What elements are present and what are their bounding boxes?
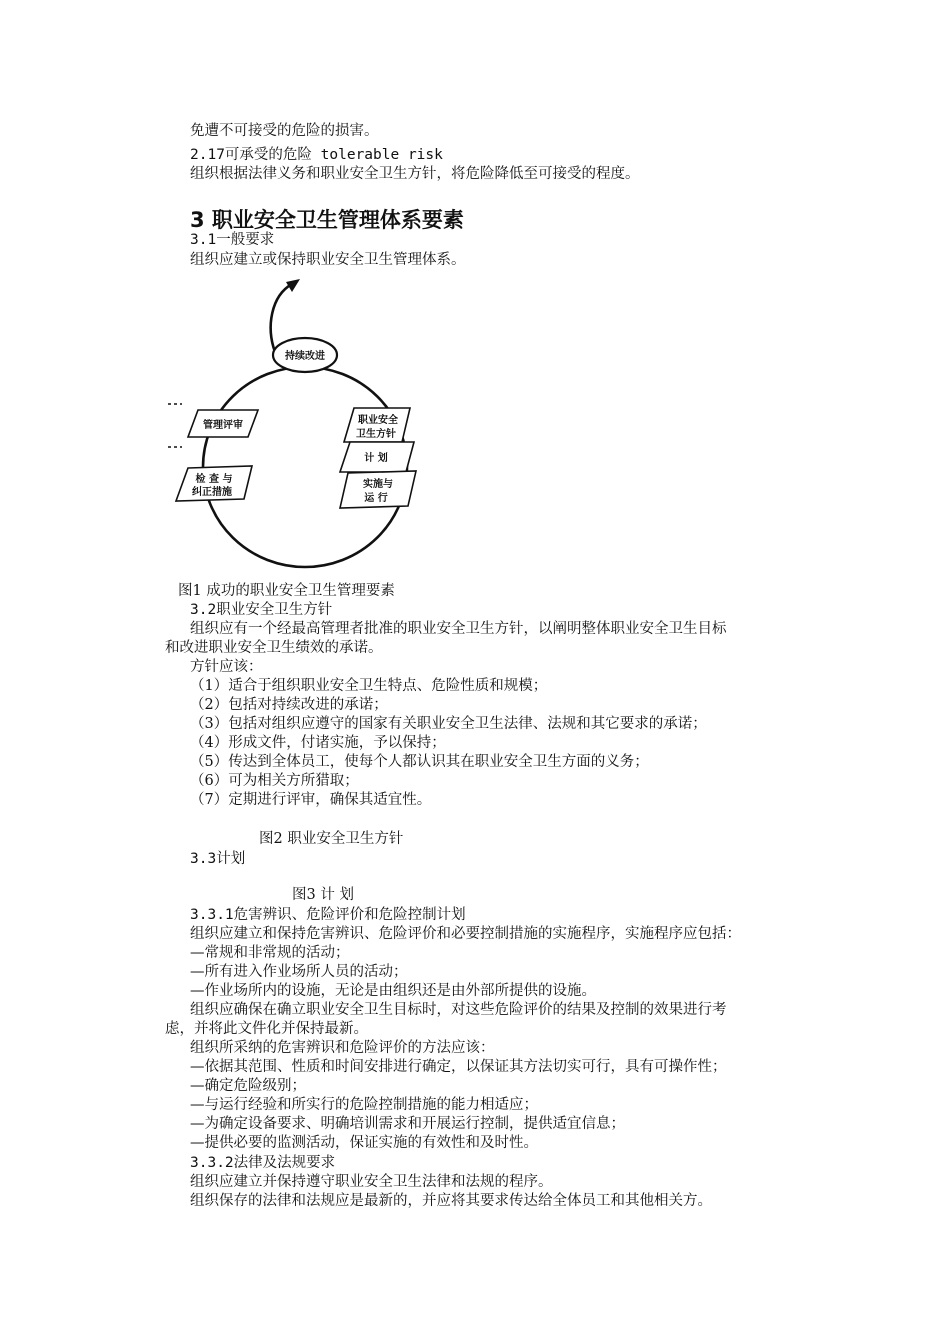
check-correct-label-2: 纠正措施 [192,487,232,498]
policy-item: （1）适合于组织职业安全卫生特点、危险性质和规模； [190,678,548,694]
management-review-label: 管理评审 [203,420,243,431]
intro-line-3: 组织根据法律义务和职业安全卫生方针，将危险降低至可接受的程度。 [190,166,640,182]
policy-item: （5）传达到全体员工，使每个人都认识其在职业安全卫生方面的义务； [190,754,649,770]
s332-title: 3.3.2法律及法规要求 [190,1155,336,1171]
s331-line: —依据其范围、性质和时间安排进行确定，以保证其方法切实可行，具有可操作性； [190,1059,727,1075]
continuous-improvement-label: 持续改进 [285,351,325,362]
s331-line: 组织应建立和保持危害辨识、危险评价和必要控制措施的实施程序，实施程序应包括： [190,926,741,942]
ohs-policy-label-2: 卫生方针 [356,429,396,440]
s331-line: —作业场所内的设施，无论是由组织还是由外部所提供的设施。 [190,983,596,999]
planning-label: 计 划 [364,453,388,464]
s32-para-line-2: 和改进职业安全卫生绩效的承诺。 [165,640,383,656]
policy-item: （4）形成文件，付诸实施，予以保持； [190,735,446,751]
policy-item: （3）包括对组织应遵守的国家有关职业安全卫生法律、法规和其它要求的承诺； [190,716,707,732]
s331-line: —常规和非常规的活动； [190,945,350,961]
s331-line: 组织所采纳的危害辨识和危险评价的方法应该： [190,1040,495,1056]
figure-1-caption: 图1 成功的职业安全卫生管理要素 [178,583,395,599]
s31-title: 3.1一般要求 [190,232,275,248]
intro-term-tolerable-risk: 2.17可承受的危险 tolerable risk [190,147,443,163]
policy-item: （6）可为相关方所猎取； [190,773,359,789]
arrowhead-icon [286,279,300,292]
s32-para-line-1: 组织应有一个经最高管理者批准的职业安全卫生方针，以阐明整体职业安全卫生目标 [190,621,727,637]
policy-item: （2）包括对持续改进的承诺； [190,697,388,713]
s331-title: 3.3.1危害辨识、危险评价和危险控制计划 [190,907,466,923]
s32-policy-intro: 方针应该： [190,659,263,675]
management-cycle-diagram [168,272,438,576]
s331-line: 组织应确保在确立职业安全卫生目标时，对这些危险评价的结果及控制的效果进行考 [190,1002,727,1018]
ohs-policy-label-1: 职业安全 [358,415,398,426]
implementation-label-1: 实施与 [363,479,393,490]
figure-3-caption: 图3 计 划 [292,887,354,903]
intro-line-1: 免遭不可接受的危险的损害。 [190,123,379,139]
section-heading: 3 职业安全卫生管理体系要素 [190,208,464,232]
check-correct-label-1: 检 查 与 [195,474,233,485]
s32-title: 3.2职业安全卫生方针 [190,602,333,618]
s332-line-1: 组织应建立并保持遵守职业安全卫生法律和法规的程序。 [190,1174,553,1190]
s331-line: —与运行经验和所实行的危险控制措施的能力相适应； [190,1097,538,1113]
s331-line: —确定危险级别； [190,1078,306,1094]
s331-line: 虑，并将此文件化并保持最新。 [165,1021,368,1037]
s331-line: —所有进入作业场所人员的活动； [190,964,408,980]
s331-line: —为确定设备要求、明确培训需求和开展运行控制，提供适宜信息； [190,1116,625,1132]
s332-line-2: 组织保存的法律和法规应是最新的，并应将其要求传达给全体员工和其他相关方。 [190,1193,712,1209]
policy-item: （7）定期进行评审，确保其适宜性。 [190,792,432,808]
implementation-label-2: 运 行 [364,493,388,504]
s31-text: 组织应建立或保持职业安全卫生管理体系。 [190,252,466,268]
s331-line: —提供必要的监测活动，保证实施的有效性和及时性。 [190,1135,538,1151]
s33-title: 3.3计划 [190,851,246,867]
figure-2-caption: 图2 职业安全卫生方针 [259,831,404,847]
